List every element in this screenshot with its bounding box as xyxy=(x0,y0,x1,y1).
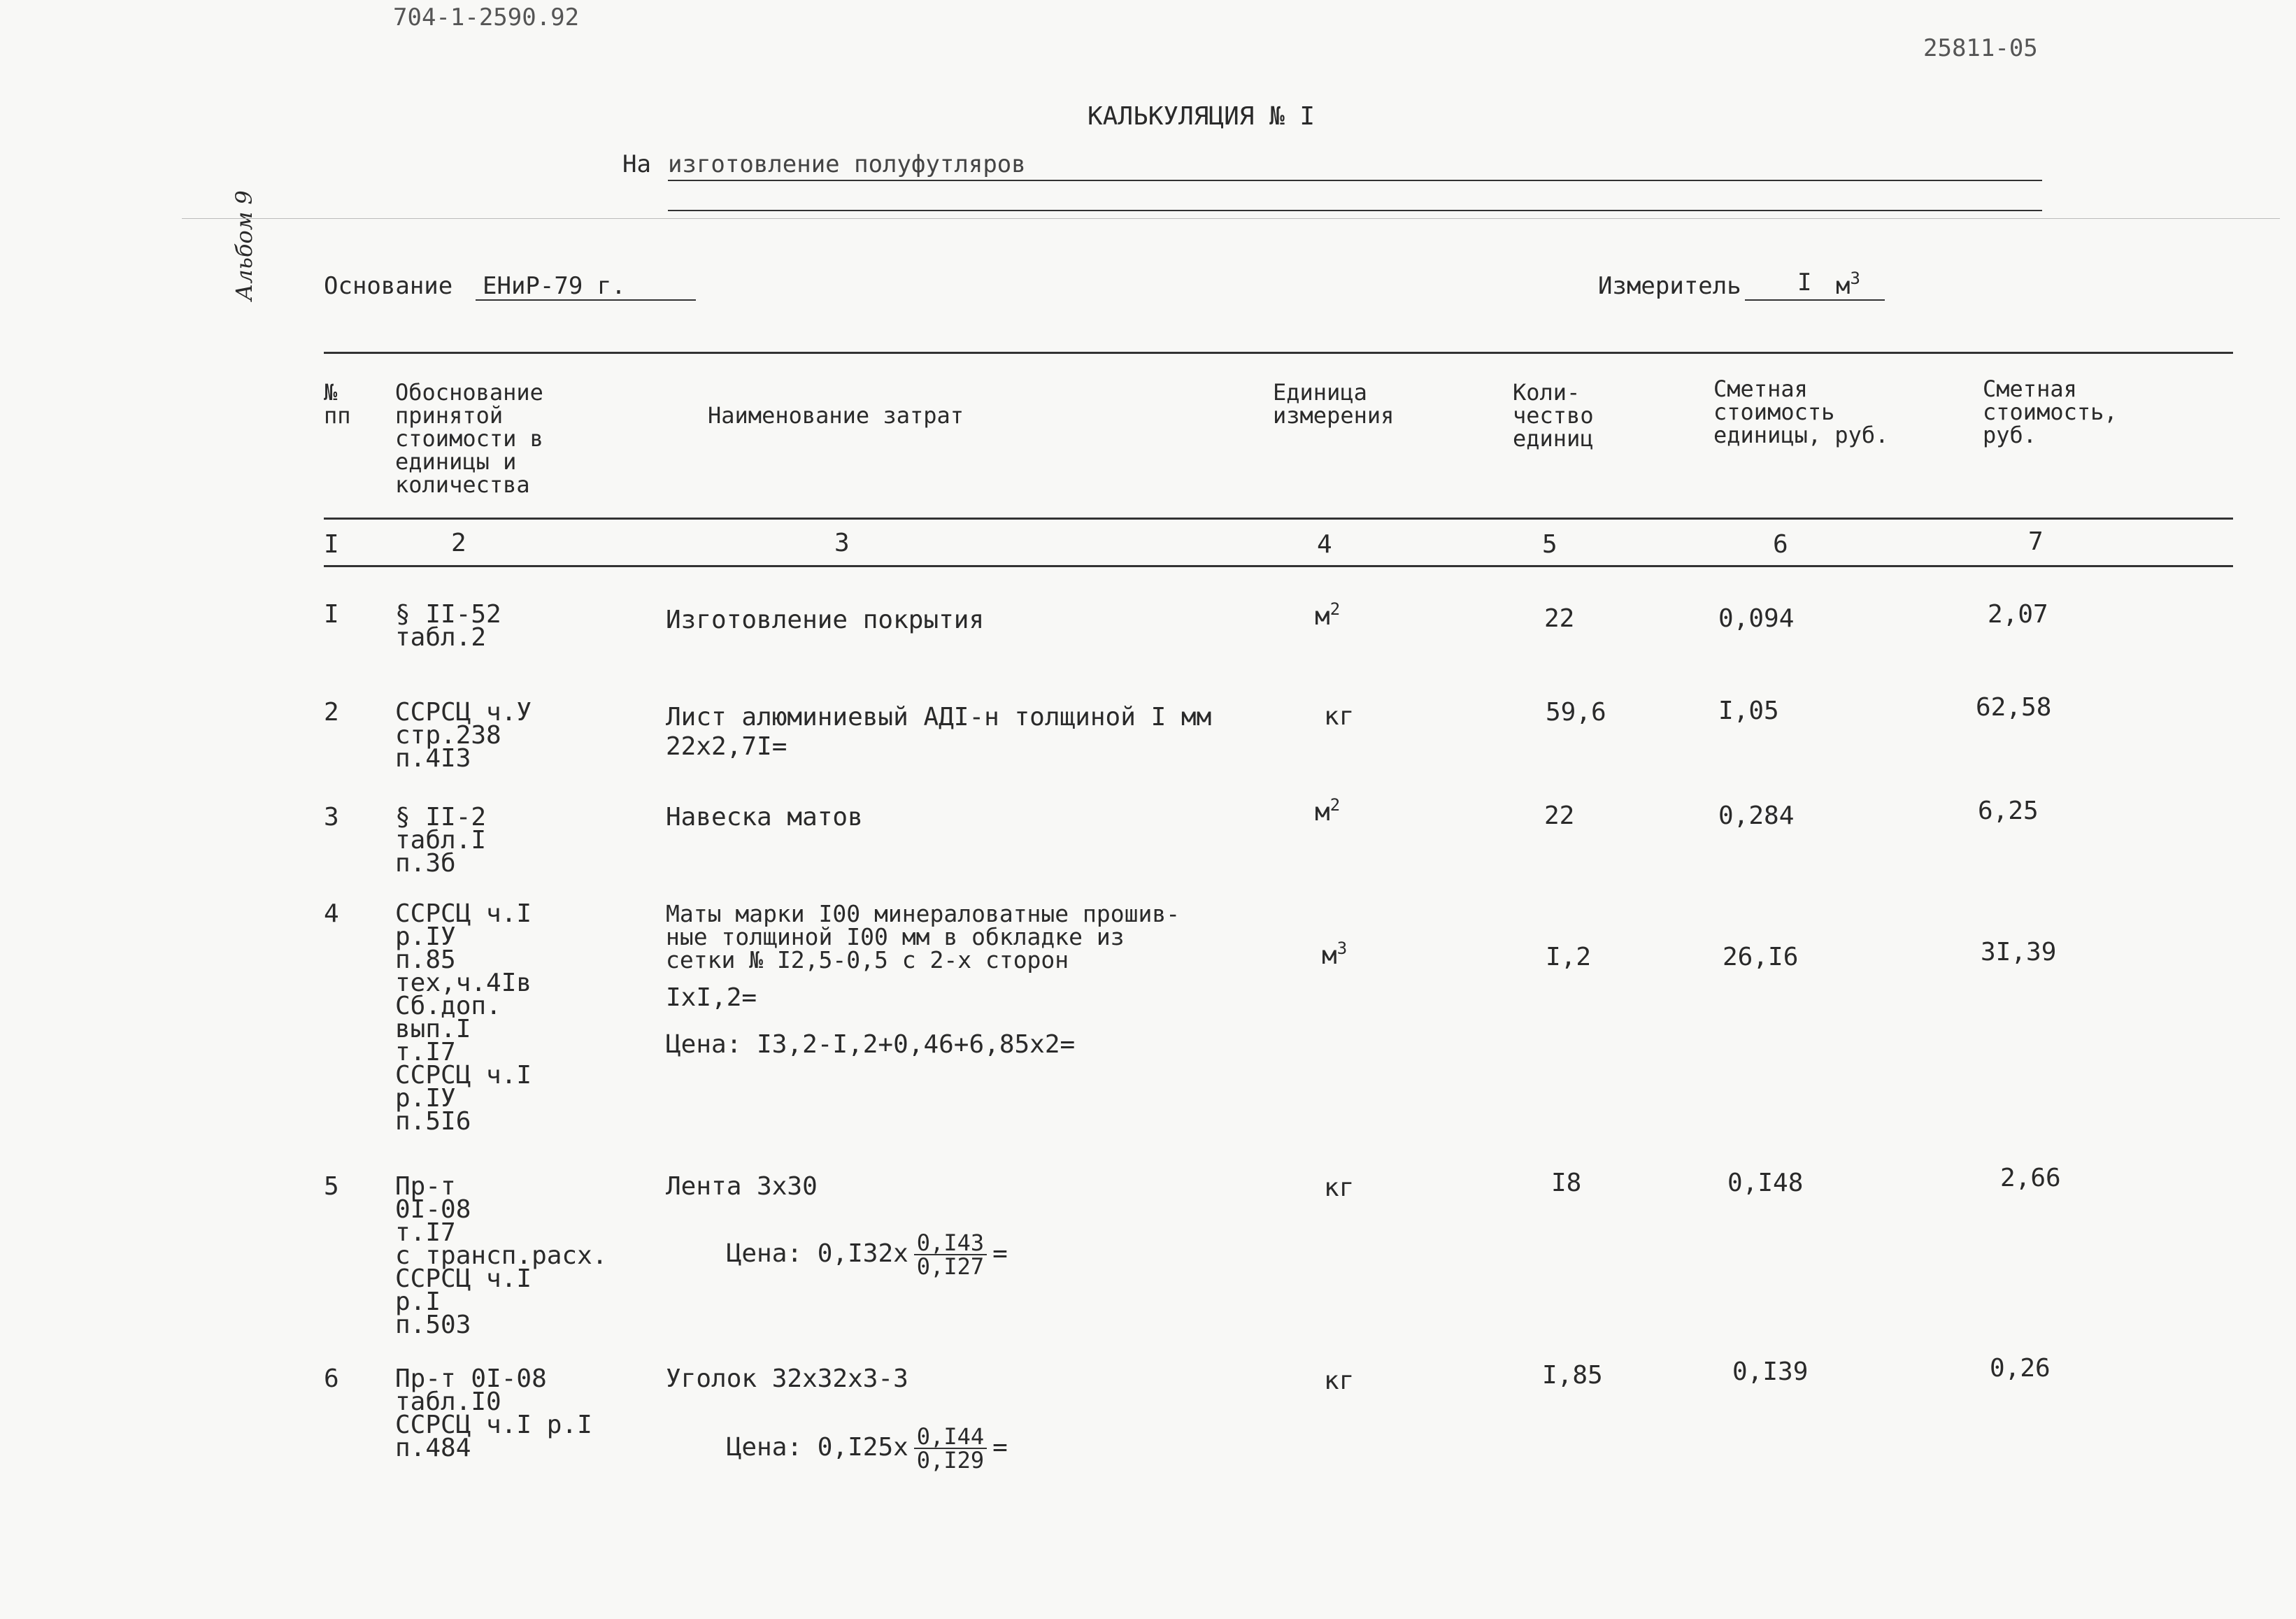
purpose-underline xyxy=(668,180,2042,181)
row-unit-cost: 26,I6 xyxy=(1723,943,1799,971)
table-numbers-rule xyxy=(324,565,2233,567)
row-qty: 59,6 xyxy=(1546,698,1606,727)
col-header-cost: Сметная стоимость, руб. xyxy=(1983,376,2118,448)
row-unit: кг xyxy=(1324,1174,1355,1202)
col-number-1: I xyxy=(324,530,339,559)
row-name: Лента 3х30 xyxy=(666,1172,818,1201)
row-cost: 2,07 xyxy=(1988,600,2048,629)
col-number-4: 4 xyxy=(1317,530,1332,559)
col-header-qty: Коли- чество единиц xyxy=(1513,379,1594,452)
row-basis: § II-2 табл.I п.3б xyxy=(395,803,487,878)
row-name: Лист алюминиевый АДI-н толщиной I мм 22х2,7I= xyxy=(666,703,1212,761)
price-fraction: $\frac{0,I43}{0,I27}$ xyxy=(914,1232,987,1278)
row-cost: 0,26 xyxy=(1990,1354,2051,1383)
row-name-calc: IхI,2= xyxy=(666,983,757,1012)
basis-label: Основание xyxy=(324,272,453,300)
row-unit: кг xyxy=(1324,1367,1355,1395)
row-number: 6 xyxy=(324,1364,339,1393)
row-price-formula: Цена: 0,I25х $\frac{0,I44}{0,I29}$ = xyxy=(726,1423,1008,1474)
table-header-rule xyxy=(324,518,2233,520)
row-number: 3 xyxy=(324,803,339,832)
row-cost: 2,66 xyxy=(2000,1164,2061,1192)
row-unit-cost: 0,I39 xyxy=(1732,1357,1809,1386)
row-unit-cost: I,05 xyxy=(1718,697,1779,725)
row-qty: 22 xyxy=(1544,604,1575,633)
row-name: Изготовление покрытия xyxy=(666,606,985,634)
row-cost: 3I,39 xyxy=(1981,938,2057,967)
row-name: Маты марки I00 минераловатные прошив- ные толщиной I00 мм в обкладке из сетки № I2,5-0,5 с 2-х сторон xyxy=(666,900,1181,973)
col-header-name: Наименование затрат xyxy=(708,402,964,429)
table-top-rule xyxy=(324,352,2233,354)
col-number-3: 3 xyxy=(834,529,850,557)
col-number-7: 7 xyxy=(2028,527,2044,556)
purpose-underline-2 xyxy=(668,210,2042,211)
album-label: Альбом 9 xyxy=(231,190,257,301)
row-basis: ССРСЦ ч.У стр.238 п.4I3 xyxy=(395,698,532,773)
row-unit: $м^2$ xyxy=(1315,599,1341,631)
row-cost: 62,58 xyxy=(1976,693,2052,722)
col-header-basis: Обоснование принятой стоимости в единицы и количества xyxy=(395,379,543,498)
document-code: 704-1-2590.92 xyxy=(393,3,580,31)
row-unit-cost: 0,I48 xyxy=(1727,1169,1804,1197)
row-unit-cost: 0,284 xyxy=(1718,801,1795,830)
row-price-formula: Цена: 0,I32х $\frac{0,I43}{0,I27}$ = xyxy=(726,1229,1008,1280)
row-qty: I,2 xyxy=(1546,943,1592,971)
sheet-code: 25811-05 xyxy=(1923,34,2038,62)
col-number-6: 6 xyxy=(1773,530,1788,559)
row-basis: Пр-т 0I-08 т.I7 с трансп.расх. ССРСЦ ч.I р.I п.503 xyxy=(395,1172,608,1339)
purpose-text: изготовление полуфутляров xyxy=(668,150,1026,178)
price-fraction: $\frac{0,I44}{0,I29}$ xyxy=(914,1425,987,1471)
row-basis: ССРСЦ ч.I р.IУ п.85 тех,ч.4Iв Сб.доп. вып.I т.I7 ССРСЦ ч.I р.IУ п.5I6 xyxy=(395,899,532,1136)
col-header-unit-cost: Сметная стоимость единицы, руб. xyxy=(1713,376,1889,448)
measure-unit: $м^3$ xyxy=(1836,269,1860,300)
row-basis: § II-52 табл.2 xyxy=(395,600,501,652)
row-qty: 22 xyxy=(1544,801,1575,830)
scan-fold-line xyxy=(182,218,2280,219)
col-header-no: № пп xyxy=(324,379,351,429)
basis-value: ЕНиР-79 г. xyxy=(483,272,626,300)
measure-underline xyxy=(1745,299,1885,301)
row-unit: $м^2$ xyxy=(1315,795,1341,827)
row-name-price: Цена: I3,2-I,2+0,46+6,85х2= xyxy=(666,1030,1076,1059)
measure-label: Измеритель xyxy=(1598,272,1741,300)
row-unit: кг xyxy=(1324,702,1355,731)
col-number-2: 2 xyxy=(451,529,466,557)
basis-underline xyxy=(476,299,696,301)
row-number: 5 xyxy=(324,1172,339,1201)
row-number: I xyxy=(324,600,339,629)
document-title: КАЛЬКУЛЯЦИЯ № I xyxy=(1088,102,1315,131)
row-name: Уголок 32х32х3-3 xyxy=(666,1364,908,1393)
row-number: 4 xyxy=(324,899,339,928)
row-number: 2 xyxy=(324,698,339,727)
row-name: Навеска матов xyxy=(666,803,863,832)
col-header-unit: Единица измерения xyxy=(1273,379,1395,429)
row-unit-cost: 0,094 xyxy=(1718,604,1795,633)
purpose-prefix: На xyxy=(622,150,651,178)
row-unit: $м^3$ xyxy=(1322,939,1348,970)
row-qty: I8 xyxy=(1551,1169,1582,1197)
col-number-5: 5 xyxy=(1542,530,1557,559)
row-basis: Пр-т 0I-08 табл.I0 ССРСЦ ч.I р.I п.484 xyxy=(395,1364,592,1462)
measure-value: I xyxy=(1797,269,1812,297)
row-cost: 6,25 xyxy=(1978,797,2039,825)
row-qty: I,85 xyxy=(1542,1361,1603,1390)
